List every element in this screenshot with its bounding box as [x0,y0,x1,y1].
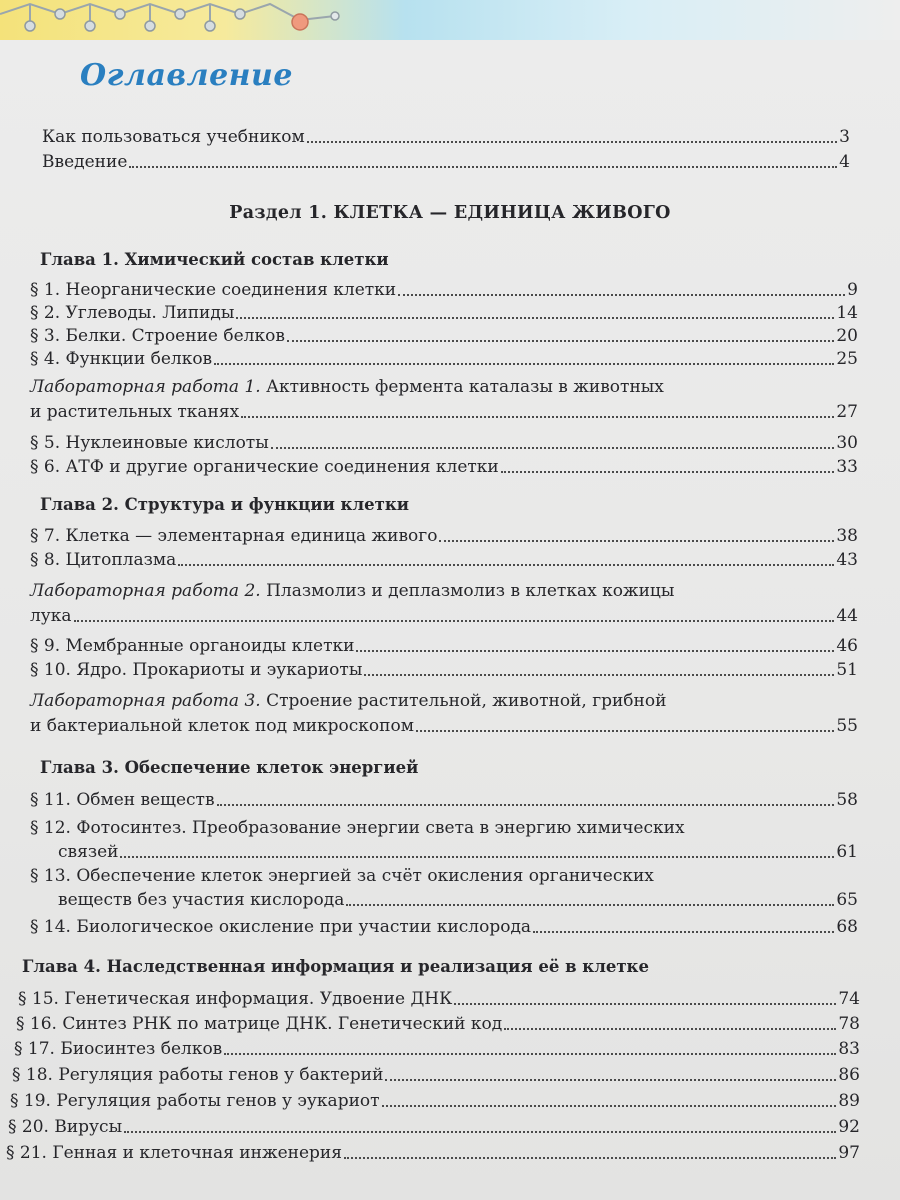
entry-label: § 8. Цитоплазма [30,550,177,570]
entry-page: 61 [836,842,858,862]
entry-page: 58 [836,790,858,810]
entry-page: 27 [836,402,858,422]
entry-page: 25 [836,349,858,369]
entry-label: Как пользоваться учебником [42,127,305,147]
entry-page: 51 [836,660,858,680]
entry-label: Строение растительной, животной, грибной [260,691,667,711]
toc-entry-how-to-use [42,126,850,148]
entry-label: § 4. Функции белков [30,349,213,369]
entry-label: § 21. Генная и клеточная инженерия [6,1143,342,1163]
toc-entry-p8 [30,549,858,571]
entry-page: 89 [838,1091,860,1111]
toc-entry-p3 [30,325,858,347]
entry-page: 78 [838,1014,860,1034]
entry-page: 30 [836,433,858,453]
entry-page: 33 [836,457,858,477]
entry-label: § 6. АТФ и другие органические соединения клетки [30,457,499,477]
entry-label-cont: лука [30,606,72,626]
toc-entry-p21 [6,1142,860,1164]
entry-page: 92 [838,1117,860,1137]
entry-label-cont: и бактериальной клеток под микроскопом [30,716,414,736]
toc-entry-lab1 [30,376,858,423]
entry-label-cont: и растительных тканях [30,402,240,422]
entry-label: § 10. Ядро. Прокариоты и эукариоты [30,660,363,680]
entry-page: 97 [838,1143,860,1163]
toc-entry-p18 [12,1064,860,1086]
toc-entry-p9 [30,635,858,657]
lab-prefix: Лабораторная работа 2. [30,581,261,601]
toc-entry-p5 [30,432,858,454]
toc-entry-p2 [30,302,858,324]
entry-page: 74 [838,989,860,1009]
entry-label: Активность фермента каталазы в животных [260,377,664,397]
chapter-heading-4: Глава 4. Наследственная информация и реализация её в клетке [22,957,649,976]
entry-page: 68 [836,917,858,937]
entry-label: § 2. Углеводы. Липиды [30,303,235,323]
chapter-heading-2: Глава 2. Структура и функции клетки [40,495,409,514]
toc-entry-lab2 [30,580,858,627]
entry-page: 14 [836,303,858,323]
toc-entry-p20 [8,1116,860,1138]
entry-label: § 1. Неорганические соединения клетки [30,280,397,300]
entry-label: § 11. Обмен веществ [30,790,215,810]
toc-entry-p10 [30,659,858,681]
entry-label-cont: веществ без участия кислорода [58,890,345,910]
toc-entry-p16 [16,1013,860,1035]
toc-entry-lab3 [30,690,858,737]
toc-entry-p19 [10,1090,860,1112]
toc-entry-p14 [30,916,858,938]
toc-entry-introduction [42,151,850,173]
toc-entry-p12 [30,817,858,863]
entry-label: § 18. Регуляция работы генов у бактерий [12,1065,384,1085]
entry-label: § 9. Мембранные органоиды клетки [30,636,355,656]
entry-label: § 13. Обеспечение клеток энергией за счёт окисления органических [30,866,654,886]
toc-entry-p11 [30,789,858,811]
entry-label: § 16. Синтез РНК по матрице ДНК. Генетический код [16,1014,503,1034]
section-heading: Раздел 1. КЛЕТКА — ЕДИНИЦА ЖИВОГО [229,203,671,223]
lab-prefix: Лабораторная работа 3. [30,691,261,711]
entry-label: § 17. Биосинтез белков [14,1039,223,1059]
entry-label: § 5. Нуклеиновые кислоты [30,433,269,453]
entry-label: § 19. Регуляция работы генов у эукариот [10,1091,380,1111]
entry-page: 20 [836,326,858,346]
entry-label: § 7. Клетка — элементарная единица живого [30,526,438,546]
page-title: Оглавление [80,58,293,93]
entry-page: 4 [839,152,850,172]
entry-page: 46 [836,636,858,656]
entry-page: 38 [836,526,858,546]
decorative-header-band [0,0,900,40]
toc-entry-p17 [14,1038,860,1060]
lab-prefix: Лабораторная работа 1. [30,377,261,397]
entry-label: Плазмолиз и деплазмолиз в клетках кожицы [260,581,675,601]
chapter-heading-1: Глава 1. Химический состав клетки [40,250,389,269]
entry-label: § 15. Генетическая информация. Удвоение ДНК [18,989,453,1009]
entry-page: 9 [847,280,858,300]
entry-label: § 12. Фотосинтез. Преобразование энергии света в энергию химических [30,818,685,838]
chapter-heading-3: Глава 3. Обеспечение клеток энергией [40,758,419,777]
toc-entry-p7 [30,525,858,547]
entry-label: Введение [42,152,128,172]
entry-page: 3 [839,127,850,147]
toc-entry-p1 [30,279,858,301]
entry-page: 43 [836,550,858,570]
entry-label-cont: связей [58,842,119,862]
entry-label: § 3. Белки. Строение белков [30,326,285,346]
toc-entry-p13 [30,865,858,911]
entry-label: § 14. Биологическое окисление при участии кислорода [30,917,532,937]
toc-entry-p4 [30,348,858,370]
molecule-decoration-icon [0,0,900,40]
toc-entry-p6 [30,456,858,478]
entry-page: 44 [836,606,858,626]
entry-page: 65 [836,890,858,910]
entry-page: 55 [836,716,858,736]
entry-page: 86 [838,1065,860,1085]
toc-entry-p15 [18,988,860,1010]
entry-page: 83 [838,1039,860,1059]
entry-label: § 20. Вирусы [8,1117,123,1137]
